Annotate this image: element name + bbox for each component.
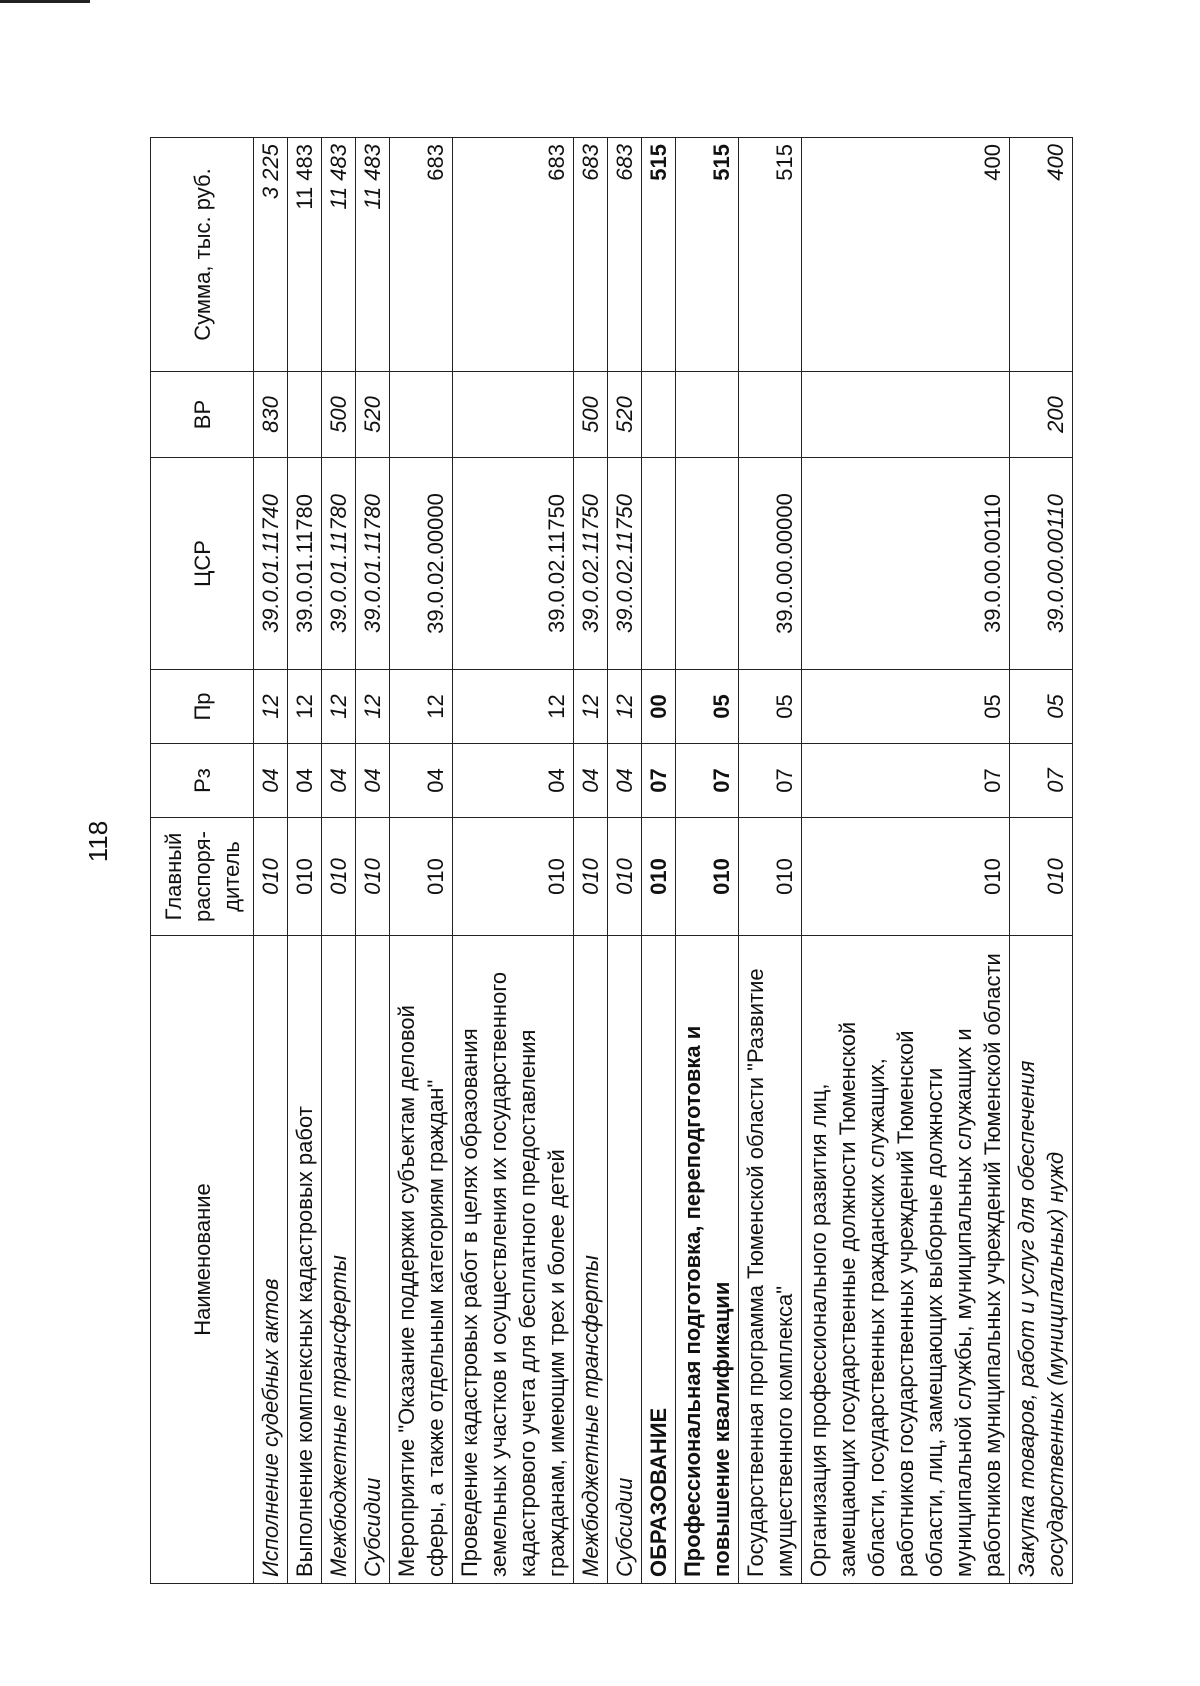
table-row: [322, 138, 356, 1584]
cell-csr: 39.0.02.11750: [608, 458, 642, 670]
cell-pr: 05: [739, 670, 802, 744]
cell-pr: 12: [356, 670, 390, 744]
header-rz: Рз: [151, 744, 254, 818]
cell-sum: 683: [574, 138, 608, 372]
cell-sum: 515: [676, 138, 739, 372]
cell-name: Межбюджетные трансферты: [574, 936, 608, 1584]
top-edge-line: [0, 0, 90, 3]
cell-rz: 04: [608, 744, 642, 818]
cell-csr: 39.0.00.00000: [739, 458, 802, 670]
cell-pr: 05: [676, 670, 739, 744]
cell-name: Мероприятие "Оказание поддержки субъектам деловой сферы, а также отдельным категориям граждан": [390, 936, 453, 1584]
cell-sum: 3 225: [254, 138, 288, 372]
cell-vr: 830: [254, 372, 288, 458]
cell-vr: [288, 372, 322, 458]
cell-name: Исполнение судебных актов: [254, 936, 288, 1584]
table-row: [453, 138, 574, 1584]
cell-pr: 05: [802, 670, 1010, 744]
cell-sum: 400: [802, 138, 1010, 372]
cell-sum: 11 483: [322, 138, 356, 372]
cell-sum: 11 483: [288, 138, 322, 372]
cell-rz: 04: [254, 744, 288, 818]
cell-sum: 683: [453, 138, 574, 372]
table-row: [390, 138, 453, 1584]
cell-csr: 39.0.01.11780: [322, 458, 356, 670]
cell-pr: 12: [254, 670, 288, 744]
cell-vr: [453, 372, 574, 458]
cell-vr: [739, 372, 802, 458]
cell-name: Организация профессионального развития лиц, замещающих государственные должности Тюменской области, государственных гражданских служащих, работников государственных учреждений Тюменской области, лиц, замещающих выборные должности муниципальной службы, муниципальных служащих и работников муниципальных учреждений Тюменской области: [802, 936, 1010, 1584]
cell-name: ОБРАЗОВАНИЕ: [642, 936, 676, 1584]
cell-csr: [676, 458, 739, 670]
cell-vr: 200: [1010, 372, 1073, 458]
cell-gr: 010: [574, 818, 608, 936]
budget-table: [150, 137, 1073, 1584]
table-header-row: [151, 138, 254, 1584]
cell-csr: 39.0.02.00000: [390, 458, 453, 670]
header-vr: ВР: [151, 372, 254, 458]
cell-gr: 010: [453, 818, 574, 936]
cell-rz: 04: [356, 744, 390, 818]
cell-csr: [642, 458, 676, 670]
cell-vr: [390, 372, 453, 458]
cell-vr: 500: [574, 372, 608, 458]
cell-csr: 39.0.00.00110: [802, 458, 1010, 670]
table-row: [642, 138, 676, 1584]
cell-rz: 07: [802, 744, 1010, 818]
cell-name: Профессиональная подготовка, переподготовка и повышение квалификации: [676, 936, 739, 1584]
header-csr: ЦСР: [151, 458, 254, 670]
header-pr: Пр: [151, 670, 254, 744]
cell-gr: 010: [1010, 818, 1073, 936]
cell-rz: 07: [676, 744, 739, 818]
cell-rz: 04: [288, 744, 322, 818]
cell-sum: 515: [739, 138, 802, 372]
table-row: [739, 138, 802, 1584]
cell-gr: 010: [608, 818, 642, 936]
cell-pr: 12: [453, 670, 574, 744]
cell-vr: [676, 372, 739, 458]
cell-gr: 010: [802, 818, 1010, 936]
cell-vr: 520: [356, 372, 390, 458]
cell-vr: 500: [322, 372, 356, 458]
cell-gr: 010: [676, 818, 739, 936]
cell-name: Межбюджетные трансферты: [322, 936, 356, 1584]
table-row: [1010, 138, 1073, 1584]
cell-name: Государственная программа Тюменской области "Развитие имущественного комплекса": [739, 936, 802, 1584]
cell-csr: 39.0.01.11740: [254, 458, 288, 670]
cell-gr: 010: [356, 818, 390, 936]
cell-vr: [802, 372, 1010, 458]
cell-gr: 010: [254, 818, 288, 936]
cell-pr: 12: [608, 670, 642, 744]
cell-pr: 12: [322, 670, 356, 744]
table-row: [288, 138, 322, 1584]
cell-sum: 683: [390, 138, 453, 372]
cell-sum: 515: [642, 138, 676, 372]
cell-sum: 683: [608, 138, 642, 372]
table-row: [254, 138, 288, 1584]
table-row: [356, 138, 390, 1584]
cell-sum: 400: [1010, 138, 1073, 372]
cell-rz: 07: [739, 744, 802, 818]
cell-vr: 520: [608, 372, 642, 458]
cell-name: Проведение кадастровых работ в целях образования земельных участков и осуществления их государственного кадастрового учета для бесплатного предоставления гражданам, имеющим трех и более детей: [453, 936, 574, 1584]
cell-csr: 39.0.02.11750: [574, 458, 608, 670]
cell-pr: 12: [390, 670, 453, 744]
cell-rz: 04: [453, 744, 574, 818]
cell-gr: 010: [288, 818, 322, 936]
cell-name: Субсидии: [356, 936, 390, 1584]
cell-rz: 07: [642, 744, 676, 818]
cell-csr: 39.0.00.00110: [1010, 458, 1073, 670]
rotated-table-frame: [150, 138, 1070, 1584]
cell-gr: 010: [390, 818, 453, 936]
table-row: [574, 138, 608, 1584]
table-row: [802, 138, 1010, 1584]
cell-pr: 00: [642, 670, 676, 744]
cell-pr: 12: [288, 670, 322, 744]
cell-rz: 04: [390, 744, 453, 818]
page-number: 118: [83, 820, 114, 863]
cell-rz: 04: [322, 744, 356, 818]
cell-rz: 07: [1010, 744, 1073, 818]
cell-pr: 12: [574, 670, 608, 744]
cell-csr: 39.0.02.11750: [453, 458, 574, 670]
cell-gr: 010: [642, 818, 676, 936]
table-body: [254, 138, 1073, 1584]
cell-csr: 39.0.01.11780: [288, 458, 322, 670]
cell-gr: 010: [739, 818, 802, 936]
cell-gr: 010: [322, 818, 356, 936]
cell-name: Закупка товаров, работ и услуг для обеспечения государственных (муниципальных) нужд: [1010, 936, 1073, 1584]
cell-rz: 04: [574, 744, 608, 818]
table-row: [608, 138, 642, 1584]
header-name: Наименование: [151, 936, 254, 1584]
table-row: [676, 138, 739, 1584]
cell-csr: 39.0.01.11780: [356, 458, 390, 670]
cell-sum: 11 483: [356, 138, 390, 372]
cell-name: Выполнение комплексных кадастровых работ: [288, 936, 322, 1584]
cell-vr: [642, 372, 676, 458]
cell-name: Субсидии: [608, 936, 642, 1584]
cell-pr: 05: [1010, 670, 1073, 744]
header-sum: Сумма, тыс. руб.: [151, 138, 254, 372]
header-gr: Главный распоря-дитель: [151, 818, 254, 936]
